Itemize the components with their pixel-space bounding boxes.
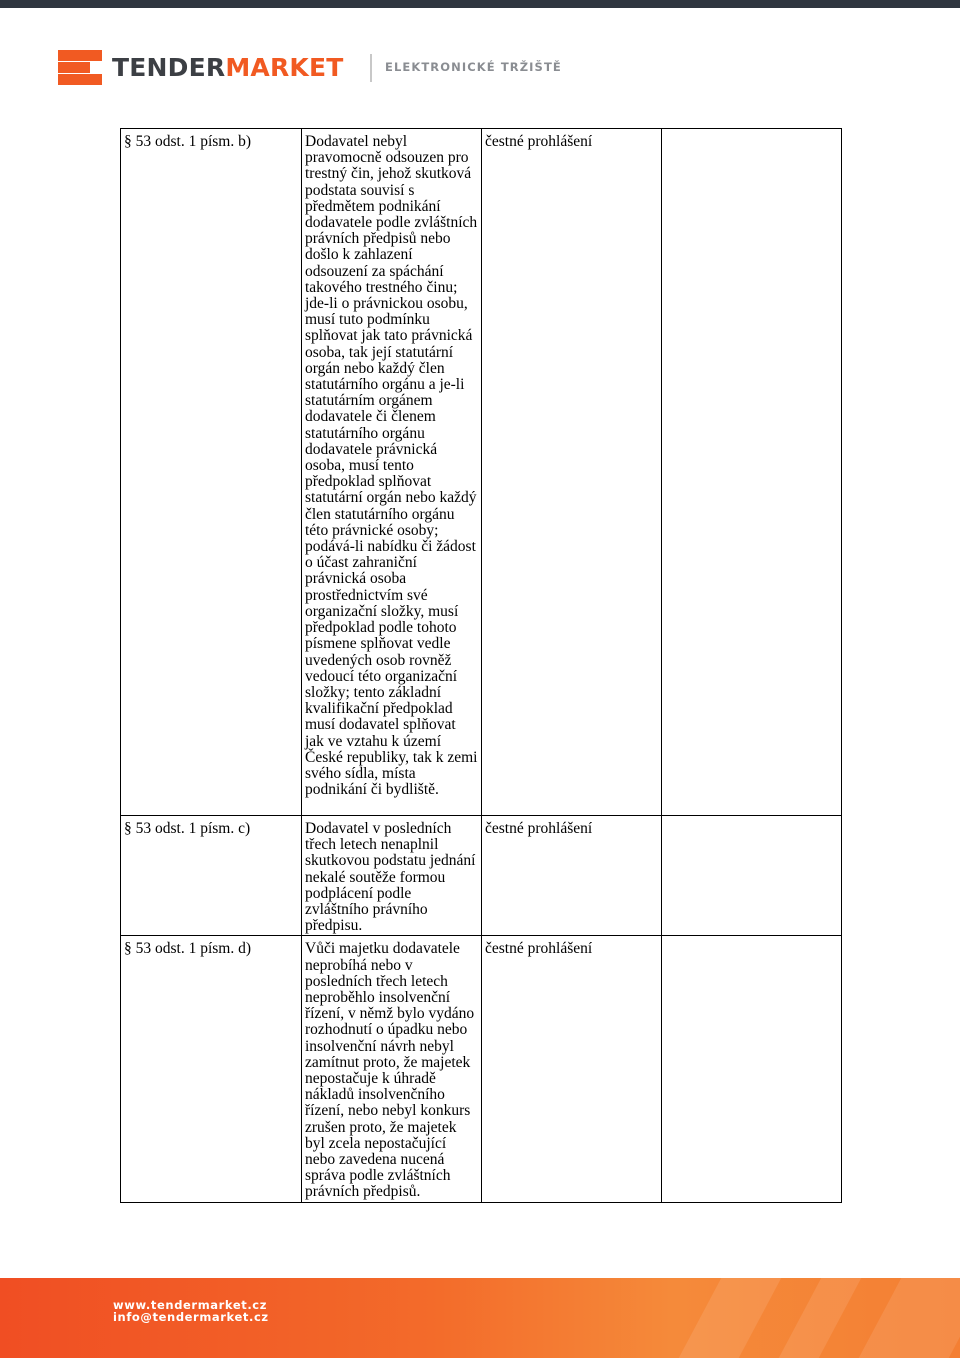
legal-reference-cell: § 53 odst. 1 písm. b) xyxy=(121,129,302,816)
proof-method-cell: čestné prohlášení xyxy=(482,936,662,1203)
legal-reference-cell: § 53 odst. 1 písm. c) xyxy=(121,816,302,936)
empty-cell xyxy=(662,129,842,816)
table-row xyxy=(121,129,842,816)
footer-contacts xyxy=(113,1299,269,1323)
proof-method-cell: čestné prohlášení xyxy=(482,816,662,936)
requirement-description-cell: Dodavatel nebyl pravomocně odsouzen pro trestný čin, jehož skutková podstata souvisí s předmětem podnikání dodavatele podle zvláštních právních předpisů nebo došlo k zahlazení odsouzení za spáchání takového trestného činu; jde-li o právnickou osobu, musí tuto podmínku splňovat jak tato právnická osoba, tak její statutární orgán nebo každý člen statutárního orgánu a je-li statutárním orgánem dodavatele či členem statutárního orgánu dodavatele právnická osoba, musí tento předpoklad splňovat statutární orgán nebo každý člen statutárního orgánu této právnické osoby; podává-li nabídku či žádost o účast zahraniční právnická osoba prostřednictvím své organizační složky, musí předpoklad podle tohoto písmene splňovat vedle uvedených osob rovněž vedoucí této organizační složky; tento základní kvalifikační předpoklad musí dodavatel splňovat jak ve vztahu k území České republiky, tak k zemi svého sídla, místa podnikání či bydliště. xyxy=(302,129,482,816)
footer-decoration xyxy=(679,1278,782,1358)
logo-mark-icon xyxy=(58,50,102,86)
logo-divider xyxy=(370,54,372,82)
requirement-description-cell: Dodavatel v posledních třech letech nenaplnil skutkovou podstatu jednání nekalé soutěže formou podplácení podle zvláštního právního předpisu. xyxy=(302,816,482,936)
footer-website-link[interactable]: www.tendermarket.cz xyxy=(113,1298,268,1312)
logo-tagline: ELEKTRONICKÉ TRŽIŠTĚ xyxy=(385,60,562,74)
logo-wordmark xyxy=(112,52,344,84)
qualification-table xyxy=(120,128,842,1203)
logo-word-tender: TENDER xyxy=(112,53,226,82)
tendermarket-logo[interactable] xyxy=(58,48,578,88)
table-row xyxy=(121,936,842,1203)
proof-method-cell: čestné prohlášení xyxy=(482,129,662,816)
requirement-description-cell: Vůči majetku dodavatele neprobíhá nebo v posledních třech letech neproběhlo insolvenční řízení, v němž bylo vydáno rozhodnutí o úpadku nebo insolvenční návrh nebyl zamítnut proto, že majetek nepostačuje k úhradě nákladů insolvenčního řízení, nebo nebyl konkurs zrušen proto, že majetek byl zcela nepostačující nebo zavedena nucená správa podle zvláštních právních předpisů. xyxy=(302,936,482,1203)
empty-cell xyxy=(662,936,842,1203)
top-dark-bar xyxy=(0,0,960,8)
page-footer xyxy=(0,1278,960,1358)
empty-cell xyxy=(662,816,842,936)
logo-word-market: MARKET xyxy=(225,53,344,82)
legal-reference-cell: § 53 odst. 1 písm. d) xyxy=(121,936,302,1203)
footer-decoration xyxy=(859,1278,960,1358)
table-row xyxy=(121,816,842,936)
footer-decoration xyxy=(779,1278,862,1358)
footer-email-link[interactable]: info@tendermarket.cz xyxy=(113,1310,269,1324)
